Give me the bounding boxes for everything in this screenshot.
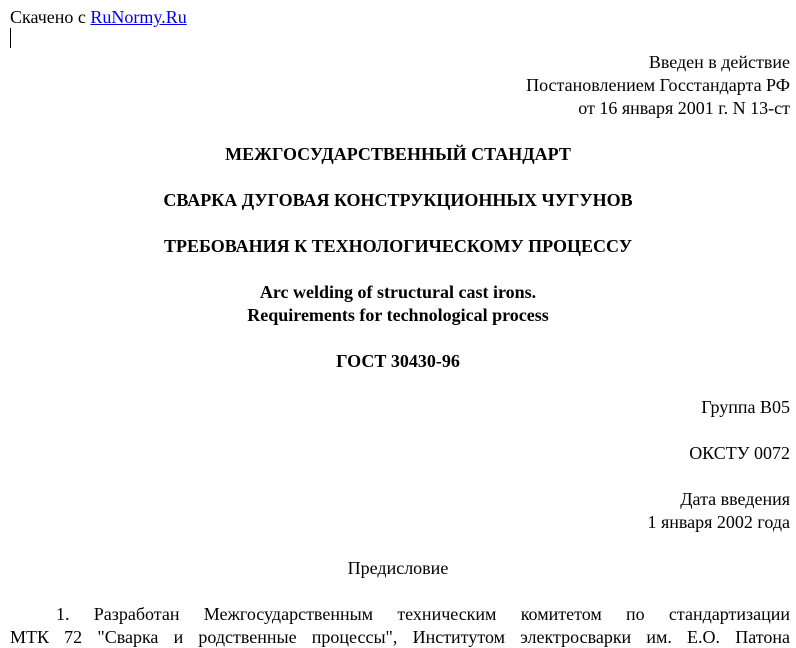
intro-date-label: Дата введения	[680, 489, 790, 509]
preface-paragraph-line-2: МТК 72 "Сварка и родственные процессы", Институтом электросварки им. Е.О. Патона	[10, 627, 790, 647]
okstu-code: ОКСТУ 0072	[689, 443, 790, 463]
group-code: Группа В05	[701, 397, 790, 417]
source-prefix: Скачено с	[10, 7, 86, 27]
title-ru-line-1: СВАРКА ДУГОВАЯ КОНСТРУКЦИОННЫХ ЧУГУНОВ	[163, 190, 633, 210]
source-link[interactable]: RuNormy.Ru	[90, 7, 187, 27]
title-en-line-2: Requirements for technological process	[247, 305, 549, 325]
text-cursor	[10, 28, 11, 48]
intro-line-1: Введен в действие	[648, 52, 790, 72]
intro-line-2: Постановлением Госстандарта РФ	[526, 75, 790, 95]
source-line	[10, 6, 187, 28]
title-ru-line-2: ТРЕБОВАНИЯ К ТЕХНОЛОГИЧЕСКОМУ ПРОЦЕССУ	[163, 236, 633, 256]
intro-line-3: от 16 января 2001 г. N 13-ст	[578, 98, 790, 118]
gost-number: ГОСТ 30430-96	[336, 351, 460, 371]
intro-date-value: 1 января 2002 года	[647, 512, 790, 532]
title-en-line-1: Arc welding of structural cast irons.	[259, 282, 537, 302]
standard-type-heading: МЕЖГОСУДАРСТВЕННЫЙ СТАНДАРТ	[225, 144, 571, 164]
preface-paragraph-line-1: 1. Разработан Межгосударственным техническим комитетом по стандартизации	[56, 604, 790, 624]
preface-heading: Предисловие	[347, 558, 449, 578]
